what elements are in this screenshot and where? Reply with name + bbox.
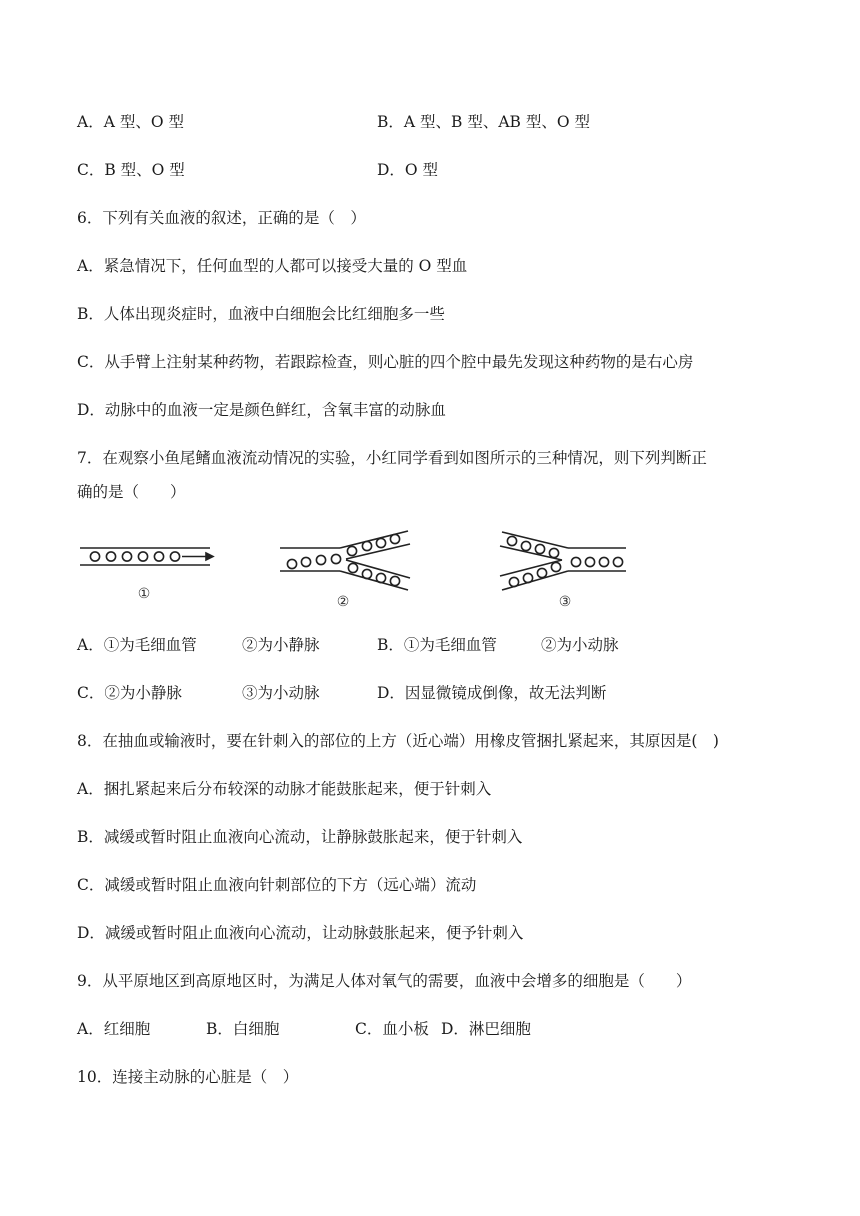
- q6-option-d: D．动脉中的血液一定是颜色鲜红，含氧丰富的动脉血: [77, 401, 446, 419]
- q7-option-a-part1: A．①为毛细血管: [77, 636, 197, 654]
- vessel-1: [80, 548, 213, 565]
- q6-option-c: C．从手臂上注射某种药物，若跟踪检查，则心脏的四个腔中最先发现这种药物的是右心房: [77, 353, 694, 371]
- q7-option-a: [77, 634, 320, 656]
- q7-option-b-part1: B．①为毛细血管: [377, 636, 497, 654]
- q6-option-a: A．紧急情况下，任何血型的人都可以接受大量的 O 型血: [77, 257, 468, 275]
- q7-option-c-part1: C．②为小静脉: [77, 684, 182, 702]
- q7-option-c: [77, 682, 320, 704]
- q9-stem: 9．从平原地区到高原地区时，为满足人体对氧气的需要，血液中会增多的细胞是（ ）: [77, 972, 692, 990]
- q5-option-c: C．B 型、O 型: [77, 161, 185, 179]
- q5-option-b: B．A 型、B 型、AB 型、O 型: [377, 113, 590, 131]
- q8-option-b: B．减缓或暂时阻止血液向心流动，让静脉鼓胀起来，便于针刺入: [77, 828, 523, 846]
- q7-stem-line1: 7．在观察小鱼尾鳍血液流动情况的实验，小红同学看到如图所示的三种情况，则下列判断正: [77, 449, 707, 467]
- q9-options: [77, 1018, 531, 1040]
- vessel-2: [280, 531, 410, 590]
- q6-stem: 6．下列有关血液的叙述，正确的是（ ）: [77, 209, 366, 227]
- q9-option-a: A．红细胞: [77, 1020, 151, 1038]
- q8-option-d: D．减缓或暂时阻止血液向心流动，让动脉鼓胀起来，便予针刺入: [77, 924, 524, 942]
- q8-stem: 8．在抽血或输液时，要在针刺入的部位的上方（近心端）用橡皮管捆扎紧起来，其原因是( ): [77, 732, 719, 750]
- q6-option-b: B．人体出现炎症时，血液中白细胞会比红细胞多一些: [77, 305, 445, 323]
- q9-option-b: B．白细胞: [206, 1020, 280, 1038]
- fig-label-1: ①: [137, 586, 151, 602]
- blood-vessel-figure: [78, 526, 638, 612]
- q7-option-a-part2: ②为小静脉: [242, 636, 320, 654]
- q5-option-d: D．O 型: [377, 161, 439, 179]
- q7-option-b-part2: ②为小动脉: [541, 636, 619, 654]
- fig-label-2: ②: [336, 594, 350, 610]
- q5-option-a: A．A 型、O 型: [77, 113, 184, 131]
- q9-option-d: D．淋巴细胞: [441, 1020, 531, 1038]
- q7-option-c-part2: ③为小动脉: [242, 684, 320, 702]
- q8-option-a: A．捆扎紧起来后分布较深的动脉才能鼓胀起来，便于针刺入: [77, 780, 492, 798]
- q7-option-b: [377, 634, 619, 656]
- vessel-3: [500, 532, 626, 590]
- q9-option-c: C．血小板: [355, 1020, 429, 1038]
- q7-stem-line2: 确的是（ ）: [77, 483, 186, 501]
- q8-option-c: C．减缓或暂时阻止血液向针刺部位的下方（远心端）流动: [77, 876, 477, 894]
- q7-option-d: D．因显微镜成倒像，故无法判断: [377, 684, 607, 702]
- fig-label-3: ③: [558, 594, 572, 610]
- q10-stem: 10．连接主动脉的心脏是（ ）: [77, 1068, 299, 1086]
